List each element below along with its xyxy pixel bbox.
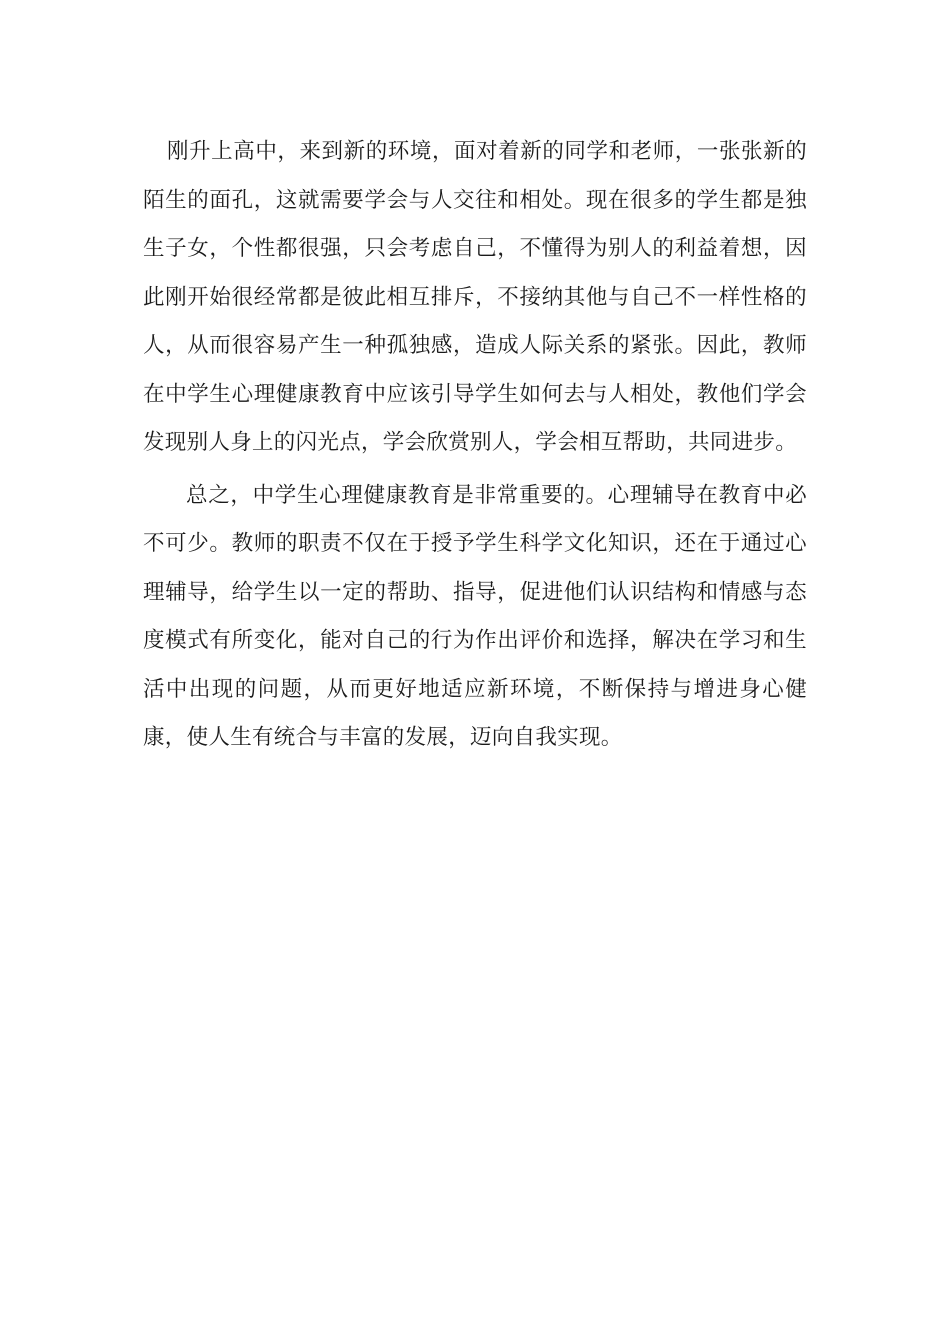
paragraph-conclusion: 总之，中学生心理健康教育是非常重要的。心理辅导在教育中必不可少。教师的职责不仅在于授予学生科学文化知识，还在于通过心理辅导，给学生以一定的帮助、指导，促进他们认识结构和情感与态度模式有所变化，能对自己的行为作出评价和选择，解决在学习和生活中出现的问题，从而更好地适应新环境，不断保持与增进身心健康，使人生有统合与丰富的发展，迈向自我实现。 [143,482,807,750]
document-body [143,128,807,763]
paragraph-interpersonal: 刚升上高中，来到新的环境，面对着新的同学和老师，一张张新的陌生的面孔，这就需要学会与人交往和相处。现在很多的学生都是独生子女，个性都很强，只会考虑自己，不懂得为别人的利益着想，因此刚开始很经常都是彼此相互排斥，不接纳其他与自己不一样性格的人，从而很容易产生一种孤独感，造成人际关系的紧张。因此，教师在中学生心理健康教育中应该引导学生如何去与人相处，教他们学会发现别人身上的闪光点，学会欣赏别人，学会相互帮助，共同进步。 [143,139,807,455]
